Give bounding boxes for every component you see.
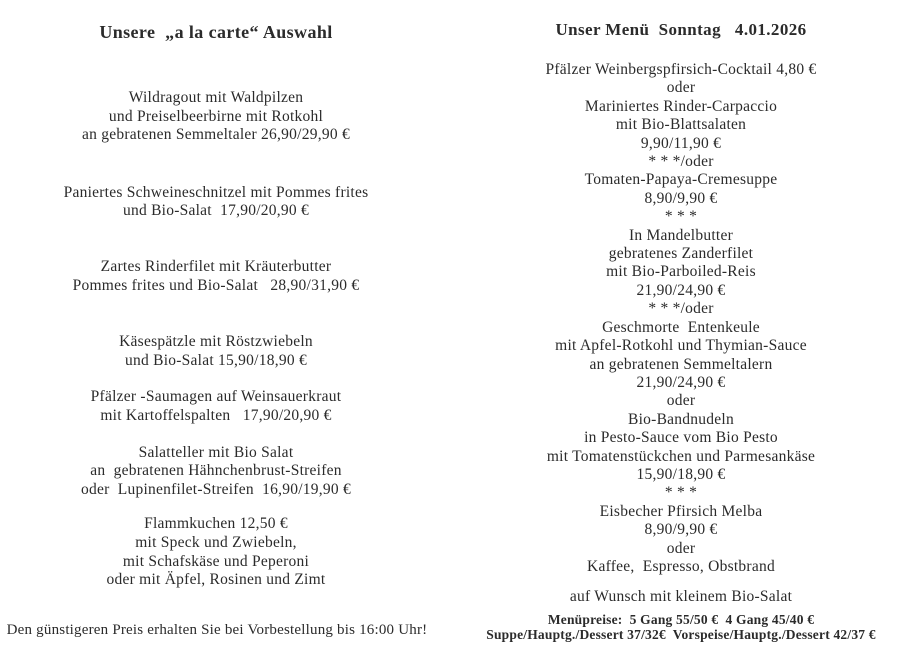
menu-line: * * * <box>664 484 698 502</box>
dish-line: Pommes frites und Bio-Salat 28,90/31,90 € <box>72 276 360 294</box>
menu-line: * * * <box>664 208 698 226</box>
dish-line: Flammkuchen 12,50 € <box>144 515 288 533</box>
dish-line: Zartes Rinderfilet mit Kräuterbutter <box>100 257 332 275</box>
dish-saumagen <box>0 388 432 425</box>
dish-line: oder Lupinenfilet-Streifen 16,90/19,90 € <box>80 480 352 498</box>
menu-line: mit Tomatenstückchen und Parmesankäse <box>546 447 816 465</box>
menu-line: Mariniertes Rinder-Carpaccio <box>584 97 778 115</box>
menu-line: 21,90/24,90 € <box>636 373 726 391</box>
menu-line: oder <box>666 79 696 97</box>
dish-line: Paniertes Schweineschnitzel mit Pommes frites <box>63 183 369 201</box>
alacarte-title: Unsere „a la carte“ Auswahl <box>99 22 333 42</box>
bio-salat-note: auf Wunsch mit kleinem Bio-Salat <box>569 588 793 606</box>
menu-line: an gebratenen Semmeltalern <box>589 355 773 373</box>
menu-line: oder <box>666 392 696 410</box>
menu-line: 8,90/9,90 € <box>644 189 718 207</box>
menu-line: * * */oder <box>648 300 714 318</box>
menu-line: * * */oder <box>648 153 714 171</box>
menu-price-line: Suppe/Hauptg./Dessert 37/32€ Vorspeise/Hauptg./Dessert 42/37 € <box>486 627 876 643</box>
dish-line: an gebratenen Hähnchenbrust-Streifen <box>90 462 342 480</box>
dish-line: mit Kartoffelspalten 17,90/20,90 € <box>100 406 332 424</box>
dish-wildragout <box>0 89 432 145</box>
menu-line: gebratenes Zanderfilet <box>608 245 754 263</box>
menu-price-line: Menüpreise: 5 Gang 55/50 € 4 Gang 45/40 € <box>547 612 815 628</box>
dish-line: oder mit Äpfel, Rosinen und Zimt <box>106 571 326 589</box>
menu-line: In Mandelbutter <box>628 226 734 244</box>
dish-rinderfilet <box>0 258 432 295</box>
dish-line: an gebratenen Semmeltaler 26,90/29,90 € <box>81 126 350 144</box>
daily-menu-title: Unser Menü Sonntag 4.01.2026 <box>555 20 807 39</box>
menu-line: 21,90/24,90 € <box>636 281 726 299</box>
dish-line: Salatteller mit Bio Salat <box>138 443 294 461</box>
menu-line: mit Bio-Blattsalaten <box>615 116 747 134</box>
dish-kaesespaetzle <box>0 333 432 370</box>
dish-line: mit Speck und Zwiebeln, <box>135 533 297 551</box>
dish-flammkuchen <box>0 515 432 589</box>
dish-line: und Preiselbeerbirne mit Rotkohl <box>108 107 324 125</box>
dish-line: Pfälzer -Saumagen auf Weinsauerkraut <box>90 388 342 406</box>
dish-schweineschnitzel <box>0 184 432 221</box>
menu-line: 9,90/11,90 € <box>640 134 722 152</box>
menu-line: 8,90/9,90 € <box>644 521 718 539</box>
dish-line: mit Schafskäse und Peperoni <box>122 552 310 570</box>
dish-salatteller <box>0 444 432 500</box>
daily-menu-column <box>455 20 900 642</box>
alacarte-column <box>0 22 432 590</box>
menu-line: mit Bio-Parboiled-Reis <box>606 263 756 281</box>
menu-line: Bio-Bandnudeln <box>628 410 734 428</box>
menu-line: Eisbecher Pfirsich Melba <box>599 502 763 520</box>
dish-line: und Bio-Salat 17,90/20,90 € <box>122 202 310 220</box>
menu-line: Tomaten-Papaya-Cremesuppe <box>584 171 778 189</box>
menu-line: Pfälzer Weinbergspfirsich-Cocktail 4,80 € <box>545 61 817 78</box>
menu-line: mit Apfel-Rotkohl und Thymian-Sauce <box>555 337 807 355</box>
dish-line: Wildragout mit Waldpilzen <box>128 89 304 106</box>
menu-line: Geschmorte Entenkeule <box>602 318 760 336</box>
dish-line: Käsespätzle mit Röstzwiebeln <box>119 333 313 351</box>
menu-prices <box>455 612 900 642</box>
menu-line: in Pesto-Sauce vom Bio Pesto <box>584 429 778 447</box>
dish-line: und Bio-Salat 15,90/18,90 € <box>125 351 307 369</box>
menu-line: 15,90/18,90 € <box>636 465 726 483</box>
menu-line: oder <box>666 539 696 557</box>
menu-line: Kaffee, Espresso, Obstbrand <box>587 557 775 575</box>
preorder-note: Den günstigeren Preis erhalten Sie bei Vorbestellung bis 16:00 Uhr! <box>6 622 428 638</box>
daily-menu-lines <box>455 61 900 576</box>
